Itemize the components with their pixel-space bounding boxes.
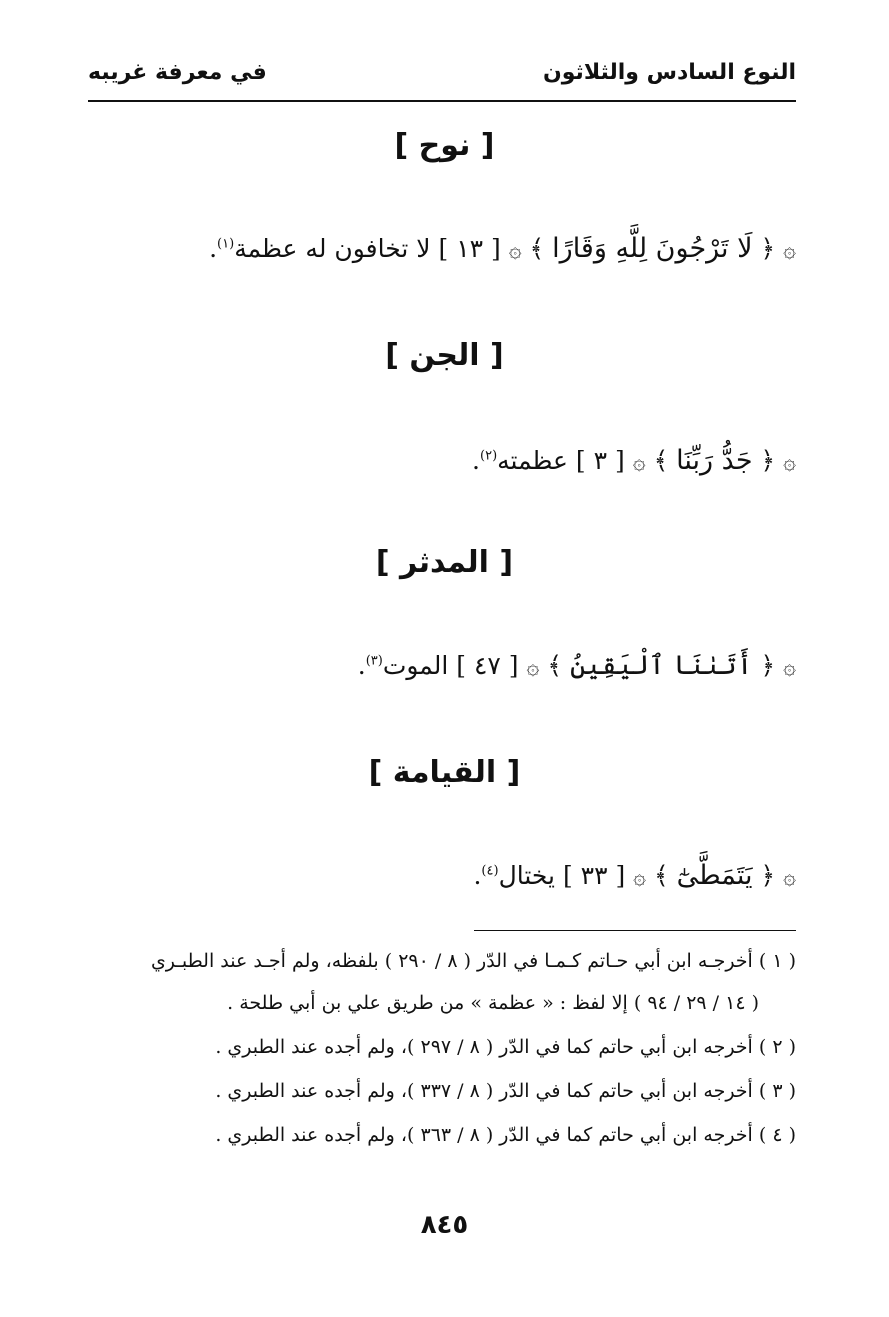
quran-phrase: جَدُّ رَبِّنَا <box>676 445 753 476</box>
footnote-4: ( ٤ ) أخرجه ابن أبي حاتم كما في الدّر ( ٨ / ٣٦٣ )، ولم أجده عند الطبري . <box>215 1124 796 1146</box>
page-number: ٨٤٥ <box>420 1210 469 1240</box>
quran-bracket-close: ﴾ <box>654 861 669 890</box>
footnote-2: ( ٢ ) أخرجه ابن أبي حاتم كما في الدّر ( ٨ / ٢٩٧ )، ولم أجده عند الطبري . <box>215 1036 796 1058</box>
quran-bracket-close: ﴾ <box>653 446 669 475</box>
running-header-chapter: النوع السادس والثلاثون <box>542 60 796 85</box>
quran-bracket-open: ﴿ <box>760 234 776 263</box>
quran-bracket-open: ﴿ <box>760 861 776 890</box>
gloss-entry <box>358 650 796 681</box>
ornament-icon: ۞ <box>783 238 796 263</box>
quran-bracket-close: ﴾ <box>547 651 562 680</box>
surah-heading-jinn: [ الجن ] <box>385 338 504 373</box>
ornament-icon: ۞ <box>783 865 796 890</box>
footnote-3: ( ٣ ) أخرجه ابن أبي حاتم كما في الدّر ( ٨ / ٣٣٧ )، ولم أجده عند الطبري . <box>215 1080 796 1102</box>
header-rule <box>88 100 796 102</box>
quran-bracket-close: ﴾ <box>529 234 545 263</box>
verse-number: [ ٤٧ ] <box>456 651 519 680</box>
gloss-entry <box>209 233 796 264</box>
quran-phrase: لَا تَرْجُونَ لِلَّهِ وَقَارًا <box>552 233 753 264</box>
gloss-meaning: لا تخافون له عظمة <box>234 234 431 263</box>
period: . <box>357 651 366 680</box>
footnote-ref: (٤) <box>481 863 499 879</box>
gloss-meaning: عظمته <box>497 446 568 475</box>
quran-bracket-open: ﴿ <box>760 446 776 475</box>
period: . <box>209 234 218 263</box>
verse-number: [ ٣٣ ] <box>562 861 626 890</box>
gloss-meaning: الموت <box>382 651 449 680</box>
quran-phrase: أَتَىٰنَا ٱلْيَقِينُ <box>569 650 753 681</box>
quran-phrase: يَتَمَطَّىٰٓ <box>676 860 753 891</box>
period: . <box>473 861 482 890</box>
ornament-icon: ۞ <box>783 655 796 680</box>
running-header-section: في معرفة غريبه <box>88 60 267 85</box>
footnote-1-continuation: ( ١٤ / ٢٩ / ٩٤ ) إلا لفظ : « عظمة » من طريق علي بن أبي طلحة . <box>227 992 759 1014</box>
verse-number: [ ١٣ ] <box>438 234 501 263</box>
ornament-icon: ۞ <box>632 450 646 475</box>
gloss-meaning: يختال <box>498 861 555 890</box>
footnote-ref: (١) <box>217 236 235 252</box>
footnote-1: ( ١ ) أخرجـه ابن أبي حـاتم كـمـا في الدّر ( ٨ / ٢٩٠ ) بلفظه، ولم أجـد عند الطبـري <box>150 950 796 972</box>
ornament-icon: ۞ <box>633 865 647 890</box>
quran-bracket-open: ﴿ <box>760 651 776 680</box>
footnote-ref: (٣) <box>365 653 383 669</box>
ornament-icon: ۞ <box>526 655 540 680</box>
gloss-entry <box>473 860 796 891</box>
ornament-icon: ۞ <box>783 450 796 475</box>
footnote-separator <box>474 930 796 931</box>
footnote-ref: (٢) <box>480 448 498 464</box>
surah-heading-nuh: [ نوح ] <box>394 128 495 163</box>
gloss-entry <box>472 445 796 476</box>
period: . <box>472 446 480 475</box>
verse-number: [ ٣ ] <box>575 446 625 475</box>
ornament-icon: ۞ <box>508 238 522 263</box>
surah-heading-qiyamah: [ القيامة ] <box>368 755 521 790</box>
surah-heading-muddaththir: [ المدثر ] <box>375 545 514 580</box>
